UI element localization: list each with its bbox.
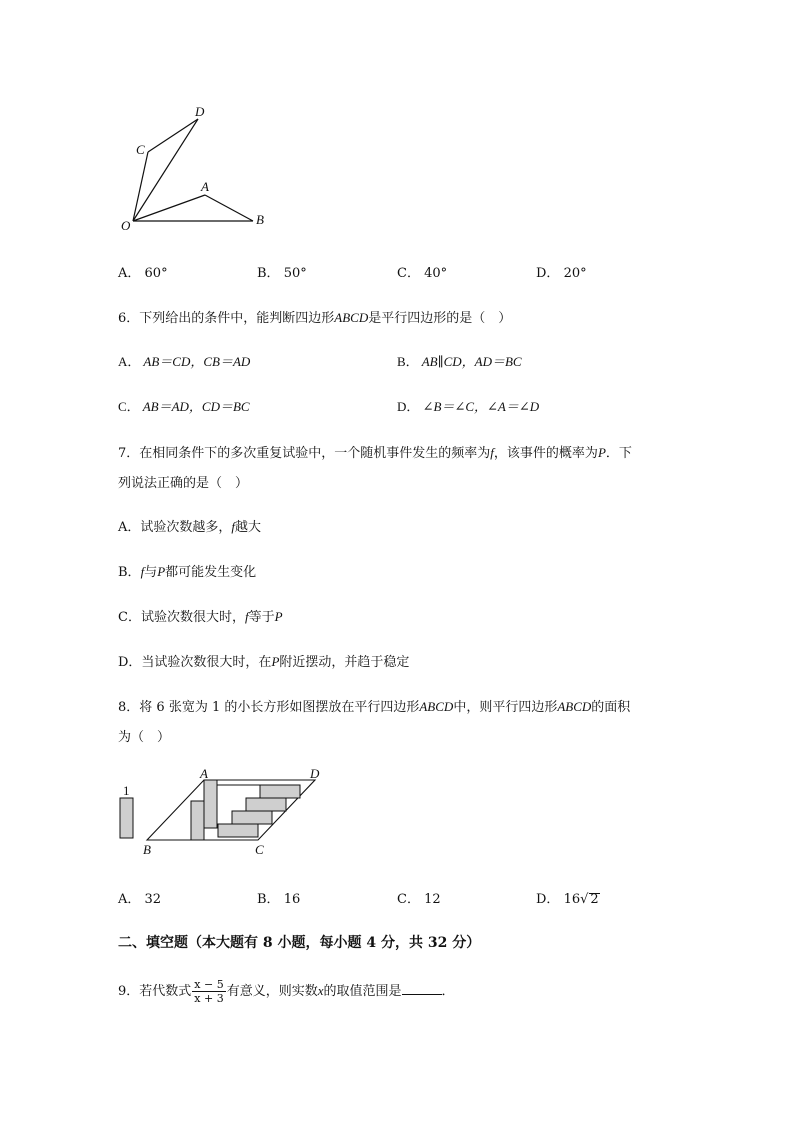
q6-option-c: C． AB＝AD，CD＝BC: [118, 399, 250, 414]
rect-5: [232, 811, 272, 824]
q5-option-d: D． 20°: [536, 266, 587, 281]
rect-6: [218, 824, 258, 837]
q7-option-d: D．当试验次数很大时，在P附近摆动，并趋于稳定: [118, 654, 410, 670]
q7-option-c: C．试验次数很大时，f等于P: [118, 609, 283, 625]
label-b: B: [143, 842, 151, 857]
segment-cd: [148, 119, 198, 152]
q5-option-c: C． 40°: [397, 266, 448, 281]
answer-blank[interactable]: [402, 982, 442, 995]
label-a: A: [201, 179, 209, 194]
q5-figure: [110, 100, 280, 240]
segment-od: [133, 119, 198, 221]
label-one: 1: [123, 783, 130, 798]
segment-oc: [133, 152, 148, 221]
rect-1: [204, 780, 217, 828]
sqrt-symbol: √: [580, 892, 589, 907]
small-rectangle: [120, 798, 133, 838]
q8-option-d: D． 16√ 2: [536, 892, 599, 907]
q9-stem: 9．若代数式 $\frac{x - 5}{x + 3}$ 有意义，则实数x的取值范围是 ．: [118, 978, 455, 1005]
label-c: C: [255, 842, 264, 857]
rect-4: [246, 798, 286, 811]
section-fill-in-title: 二、填空题（本大题有 8 小题，每小题 4 分，共 32 分）: [118, 935, 481, 951]
label-a: A: [200, 768, 208, 781]
q7-stem-line2: 列说法正确的是（ ）: [118, 476, 249, 491]
fraction: $\frac{x - 5}{x + 3}$: [194, 978, 224, 1005]
q7-option-b: B．f与P都可能发生变化: [118, 564, 257, 580]
rect-2: [191, 801, 204, 840]
q6-stem: 6．下列给出的条件中，能判断四边形ABCD是平行四边形的是（ ）: [118, 310, 512, 326]
label-d: D: [195, 104, 205, 119]
q5-option-b: B． 50°: [257, 266, 307, 281]
q7-stem-line1: 7．在相同条件下的多次重复试验中，一个随机事件发生的频率为f，该事件的概率为P．下: [118, 445, 632, 461]
q8-stem-line1: 8．将 6 张宽为 1 的小长方形如图摆放在平行四边形ABCD中，则平行四边形ABCD的面积: [118, 699, 631, 715]
label-b: B: [256, 212, 264, 227]
label-d: D: [310, 768, 320, 781]
q6-option-d: D． ∠B＝∠C，∠A＝∠D: [397, 399, 540, 414]
q6-option-a: A． AB＝CD，CB＝AD: [118, 354, 251, 369]
q8-option-a: A． 32: [118, 892, 162, 907]
label-c: C: [136, 142, 145, 157]
q8-option-c: C． 12: [397, 892, 441, 907]
q8-figure: [110, 768, 340, 860]
q8-stem-line2: 为（ ）: [118, 730, 171, 745]
label-o: O: [121, 218, 131, 233]
segment-oa: [133, 195, 205, 221]
q8-option-b: B． 16: [257, 892, 301, 907]
rect-3: [260, 785, 300, 798]
q5-option-a: A． 60°: [118, 266, 168, 281]
segment-ab: [205, 195, 253, 221]
q6-option-b: B． AB∥CD，AD＝BC: [397, 354, 522, 369]
q7-option-a: A．试验次数越多，f越大: [118, 519, 262, 535]
